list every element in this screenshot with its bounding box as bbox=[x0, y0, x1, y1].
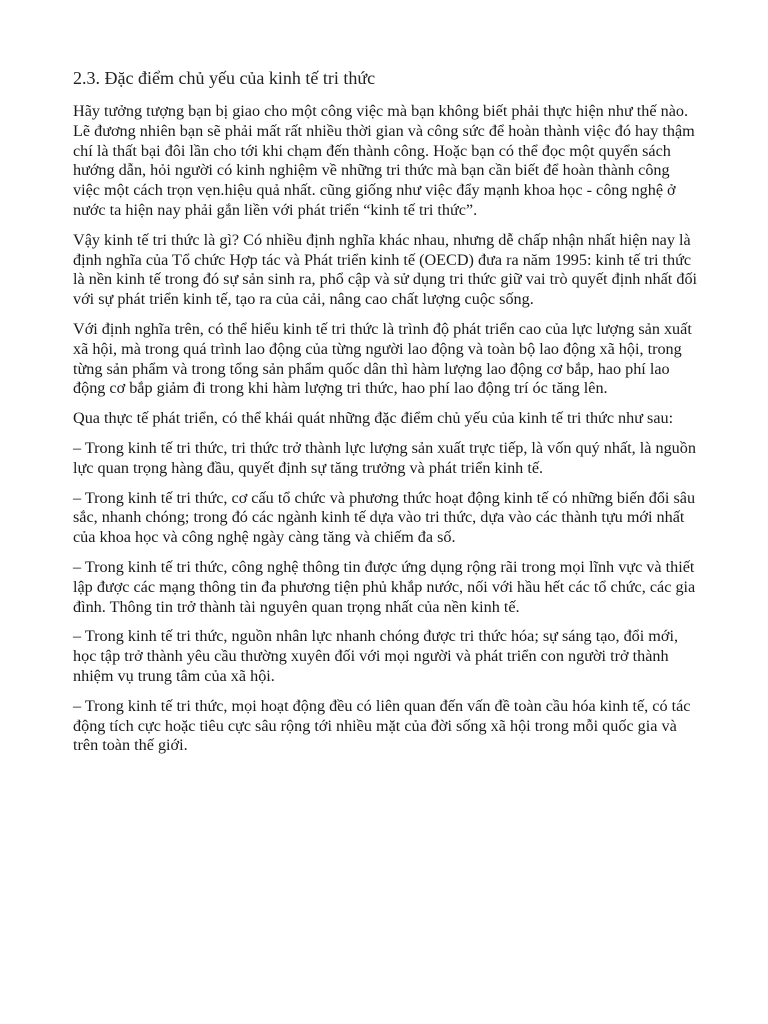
bullet-item-2: – Trong kinh tế tri thức, cơ cấu tổ chức và phương thức hoạt động kinh tế có những biến đổi sâu sắc, nhanh chóng; trong đó các ngành kinh tế dựa vào tri thức, dựa vào các thành tựu mới nhất của khoa học và công nghệ ngày càng tăng và chiếm đa số. bbox=[73, 488, 696, 547]
section-heading: 2.3. Đặc điểm chủ yếu của kinh tế tri thức bbox=[73, 68, 376, 88]
paragraph-definition: Vậy kinh tế tri thức là gì? Có nhiều định nghĩa khác nhau, nhưng dễ chấp nhận nhất hiện nay là định nghĩa của Tổ chức Hợp tác và Phát triển kinh tế (OECD) đưa ra năm 1995: kinh tế tri thức là nền kinh tế trong đó sự sản sinh ra, phổ cập và sử dụng tri thức giữ vai trò quyết định nhất đối với sự phát triển kinh tế, tạo ra của cải, nâng cao chất lượng cuộc sống. bbox=[73, 230, 698, 309]
bullet-item-5: – Trong kinh tế tri thức, mọi hoạt động đều có liên quan đến vấn đề toàn cầu hóa kinh tế, có tác động tích cực hoặc tiêu cực sâu rộng tới nhiều mặt của đời sống xã hội trong mỗi quốc gia và trên toàn thế giới. bbox=[73, 696, 691, 755]
bullet-item-4: – Trong kinh tế tri thức, nguồn nhân lực nhanh chóng được tri thức hóa; sự sáng tạo, đổi mới, học tập trở thành yêu cầu thường xuyên đối với mọi người và phát triển con người trở thành nhiệm vụ trung tâm của xã hội. bbox=[73, 627, 678, 685]
paragraph-interpretation: Với định nghĩa trên, có thể hiểu kinh tế tri thức là trình độ phát triển cao của lực lượng sản xuất xã hội, mà trong quá trình lao động của từng người lao động và toàn bộ lao động xã hội, trong từng sản phẩm và trong tổng sản phẩm quốc dân thì hàm lượng lao động cơ bắp, hao phí lao động cơ bắp giảm đi trong khi hàm lượng tri thức, hao phí lao động trí óc tăng lên. bbox=[73, 319, 692, 398]
bullet-item-1: – Trong kinh tế tri thức, tri thức trở thành lực lượng sản xuất trực tiếp, là vốn quý nhất, là nguồn lực quan trọng hàng đầu, quyết định sự tăng trưởng và phát triển kinh tế. bbox=[73, 438, 696, 477]
bullet-item-3: – Trong kinh tế tri thức, công nghệ thông tin được ứng dụng rộng rãi trong mọi lĩnh vực và thiết lập được các mạng thông tin đa phương tiện phủ khắp nước, nối với hầu hết các tổ chức, các gia đình. Thông tin trở thành tài nguyên quan trọng nhất của nền kinh tế. bbox=[73, 557, 696, 616]
paragraph-intro: Hãy tưởng tượng bạn bị giao cho một công việc mà bạn không biết phải thực hiện như thế nào. Lẽ đương nhiên bạn sẽ phải mất rất nhiều thời gian và công sức để hoàn thành việc đó hay thậm chí là thất bại đôi lần cho tới khi chạm đến thành công. Hoặc bạn có thể đọc một quyển sách hướng dẫn, hỏi người có kinh nghiệm về những tri thức mà bạn cần biết để hoàn thành công việc một cách trọn vẹn.hiệu quả nhất. cũng giống như việc đẩy mạnh khoa học - công nghệ ở nước ta hiện nay phải gắn liền với phát triển “kinh tế tri thức”. bbox=[73, 102, 695, 219]
paragraph-summary-lead: Qua thực tế phát triển, có thể khái quát những đặc điểm chủ yếu của kinh tế tri thức như sau: bbox=[73, 409, 674, 428]
document-page bbox=[73, 66, 699, 766]
